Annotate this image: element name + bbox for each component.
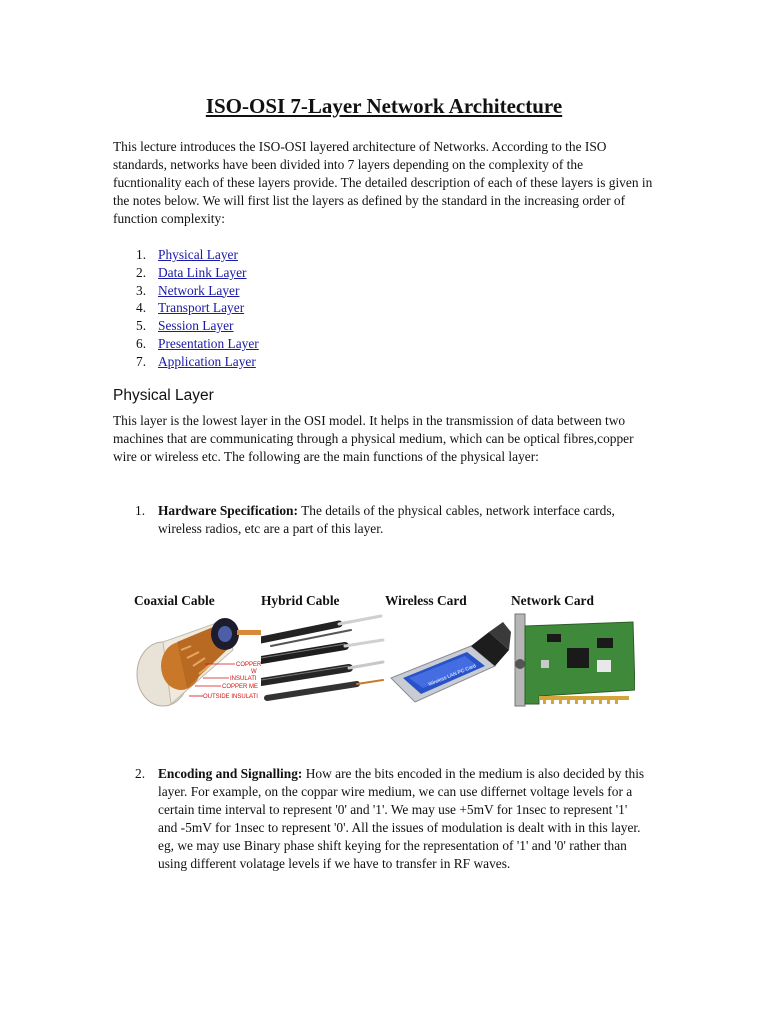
coax-label: OUTSIDE INSULATI (203, 694, 258, 700)
page-title: ISO-OSI 7-Layer Network Architecture (205, 94, 563, 118)
function-text: The details of the physical cables, network interface cards, wireless radios, etc are a part of this layer. (158, 503, 615, 536)
list-item: 3. Network Layer (136, 282, 240, 298)
coax-label: W (251, 669, 257, 675)
link-physical-layer[interactable]: Physical Layer (158, 247, 238, 262)
coax-label: INSULATI (230, 676, 257, 682)
intro-paragraph: This lecture introduces the ISO-OSI layered architecture of Networks. According to the ISO standards, networks have been divided into 7 layers depending on the complexity of the fucntionality each of these layers provide. The detailed description of each of these layers is given in the notes below. We will first list the layers as defined by the standard in the increasing order of function complexity: (113, 139, 653, 226)
link-network-layer[interactable]: Network Layer (158, 282, 240, 298)
caption-coaxial-cable: Coaxial Cable (134, 593, 215, 608)
network-card-image (511, 612, 635, 708)
list-item: 6. Presentation Layer (136, 335, 259, 351)
function-text: How are the bits encoded in the medium is also decided by this layer. For example, on the coppar wire medium, we can use differnet voltage levels for a certain time interval to represent '0' and '1'. We may use +5mV for 1nsec to represent '1' and -5mV for 1nsec to represent '0'. All the issues of modulation is dealt with in this layer. eg, we may use Binary phase shift keying for the representation of '1' and '0' rather than using different volatage levels if we have to transfer in RF waves. (158, 766, 645, 871)
link-session-layer[interactable]: Session Layer (158, 318, 234, 334)
list-item: 5. Session Layer (136, 318, 234, 334)
function-item-encoding: 2. Encoding and Signalling: How are the bits encoded in the medium is also decided by this layer. For example, on the coppar wire medium, we can use differnet voltage levels for a certain time interval to represent '0' and '1'. We may use +5mV for 1nsec to represent '1' and -5mV for 1nsec to represent '0'. All the issues of modulation is dealt with in this layer. eg, we may use Binary phase shift keying for the representation of '1' and '0' rather than using different volatage levels if we have to transfer in RF waves. (135, 766, 645, 871)
list-item: 1. Physical Layer (136, 247, 238, 262)
coaxial-cable-image (133, 612, 261, 708)
coax-label: COPPER ME (222, 684, 259, 690)
physical-layer-description: This layer is the lowest layer in the OSI model. It helps in the transmission of data between two machines that are communicating through a physical medium, which can be optical fibres,copper wire or wireless etc. The following are the main functions of the physical layer: (113, 413, 634, 464)
list-item: 2. Data Link Layer (136, 264, 247, 280)
caption-network-card: Network Card (511, 593, 594, 608)
link-transport-layer[interactable]: Transport Layer (158, 300, 245, 316)
function-term: Hardware Specification: (158, 503, 298, 518)
hybrid-cable-image (261, 612, 385, 708)
caption-wireless-card: Wireless Card (385, 593, 467, 608)
section-heading-physical-layer: Physical Layer (113, 387, 214, 404)
function-term: Encoding and Signalling: (158, 766, 303, 781)
link-application-layer[interactable]: Application Layer (158, 353, 256, 369)
card-label: Wireless LAN PC Card (427, 663, 477, 688)
list-item: 4. Transport Layer (136, 300, 245, 316)
caption-hybrid-cable: Hybrid Cable (261, 593, 340, 608)
wireless-card-image (385, 612, 511, 708)
list-item: 7. Application Layer (136, 353, 256, 369)
coax-label: COPPER (236, 662, 261, 668)
function-item-hardware: 1. Hardware Specification: The details of the physical cables, network interface cards, wireless radios, etc are a part of this layer. (135, 503, 615, 536)
link-data-link-layer[interactable]: Data Link Layer (158, 264, 247, 280)
link-presentation-layer[interactable]: Presentation Layer (158, 335, 259, 351)
layer-list (113, 246, 259, 371)
